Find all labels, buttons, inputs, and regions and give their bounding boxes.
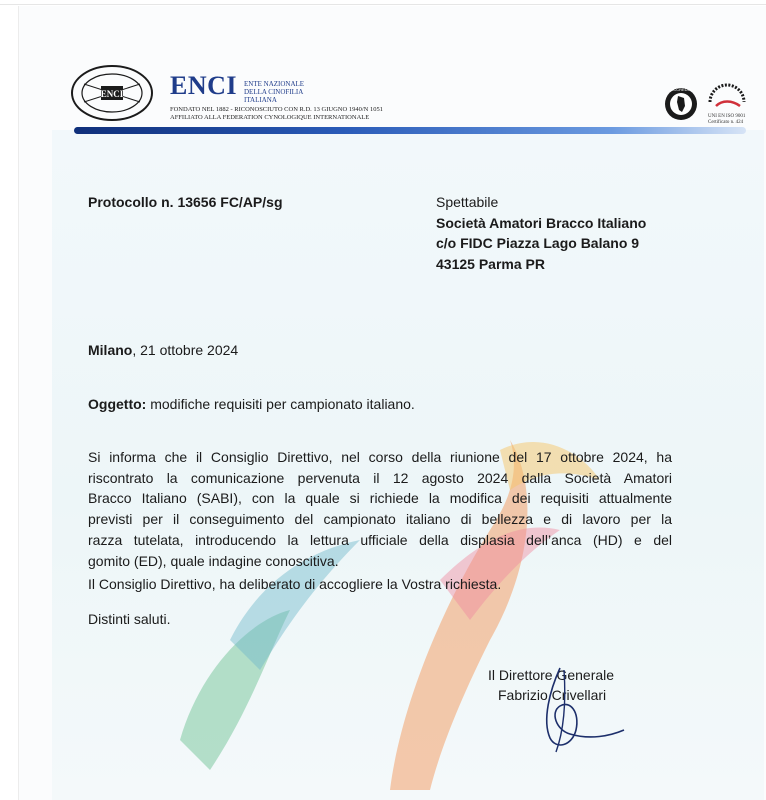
body-line: gomito (ED), quale indagine conoscitiva. [88, 552, 339, 569]
letterhead-blue-bar [74, 127, 746, 134]
subject-text: modifiche requisiti per campionato italiano. [146, 396, 415, 412]
enci-subtitle: ENTE NAZIONALE DELLA CINOFILIA ITALIANA [244, 80, 305, 104]
recipient-block [436, 192, 646, 274]
body-line: riscontrato la comunicazione pervenuta il 12 agosto 2024 dalla Società Amatori [88, 469, 672, 486]
place: Milano [88, 342, 133, 358]
handwritten-signature [520, 660, 630, 760]
subject-line [88, 394, 415, 414]
top-divider [0, 4, 766, 5]
closing-greeting: Distinti saluti. [88, 611, 171, 627]
enci-wordmark: ENCI [170, 71, 238, 100]
subject-label: Oggetto: [88, 396, 147, 412]
enci-seal-logo [70, 64, 154, 122]
protocol-number: Protocollo n. 13656 FC/AP/sg [88, 194, 283, 210]
recipient-address: c/o FIDC Piazza Lago Balano 9 [436, 235, 640, 251]
founding-info [170, 106, 383, 122]
signatory-title: Il Direttore Generale [488, 667, 615, 683]
recipient-salutation: Spettabile [436, 194, 499, 210]
body-line: Si informa che il Consiglio Direttivo, nel corso della riunione del 17 ottobre 2024, ha [88, 449, 672, 465]
body-line: razza tutelata, introducendo la lettura ufficiale della displasia dell’anca (HD) e del [88, 531, 672, 548]
body-line: Bracco Italiano (SABI), con la quale si richiede la modifica dei requisiti attualmente [88, 490, 672, 507]
accredia-logo [664, 82, 698, 126]
resolution-sentence: Il Consiglio Direttivo, ha deliberato di accogliere la Vostra richiesta. [88, 576, 502, 592]
certification-caption: UNI EN ISO 9001 Certificato n. 424 [708, 114, 746, 125]
recipient-name: Società Amatori Bracco Italiano [436, 214, 647, 231]
founding-line: FONDATO NEL 1882 - RICONOSCIUTO CON R.D. 13 GIUGNO 1940/N 1051 [170, 106, 383, 113]
date: , 21 ottobre 2024 [132, 342, 239, 358]
body-line: previsti per il conseguimento del campionato italiano di bellezza e di lavoro per la [88, 511, 672, 528]
body-paragraph [88, 447, 672, 571]
accredia-text: ACCREDIA [670, 87, 692, 92]
recipient-city: 43125 Parma PR [436, 255, 545, 272]
signatory-name: Fabrizio Crivellari [498, 687, 607, 703]
place-date-line [88, 340, 238, 360]
affiliation-line: AFFILIATO ALLA FEDERATION CYNOLOGIQUE INTERNATIONALE [170, 114, 370, 121]
seal-text: ENCI [100, 89, 124, 99]
